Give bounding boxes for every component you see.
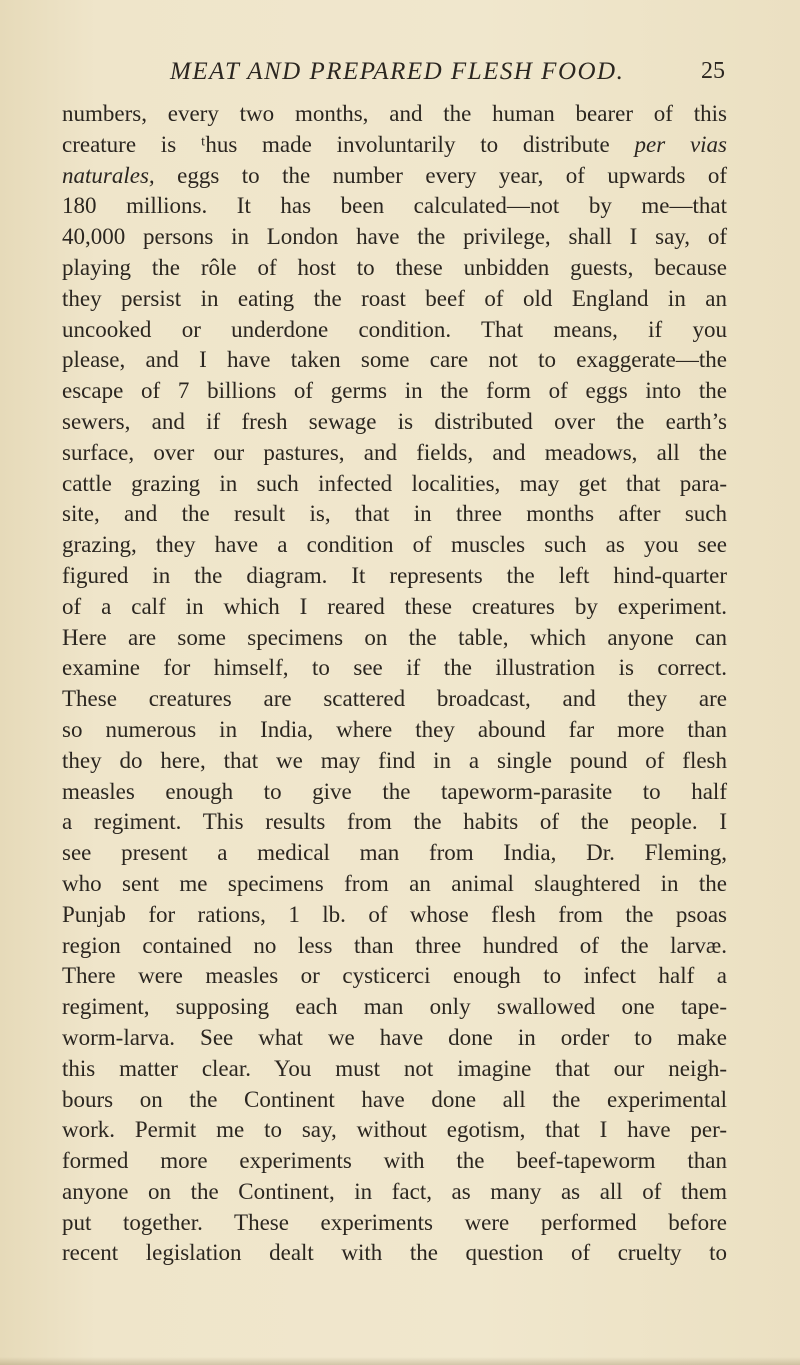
text-segment: creature is [62,131,201,157]
text-line: There were measles or cysticerci enough to infect half a [62,963,727,989]
text-line: measles enough to give the tapeworm-parasite to half [62,778,727,804]
text-line: Here are some specimens on the table, which anyone can [62,624,727,650]
text-line: they persist in eating the roast beef of old England in an [62,285,727,311]
text-line: this matter clear. You must not imagine that our neigh- [62,1055,727,1081]
text-line: they do here, that we may find in a single pound of flesh [62,747,727,773]
text-line: grazing, they have a condition of muscles such as you see [62,532,727,558]
running-head: MEAT AND PREPARED FLESH FOOD. [170,58,625,85]
page-bottom-edge [0,1357,800,1365]
text-line: regiment, supposing each man only swallowed one tape- [62,994,727,1020]
text-line: work. Permit me to say, without egotism, that I have per- [62,1117,727,1143]
text-line: Punjab for rations, 1 lb. of whose flesh from the psoas [62,901,727,927]
text-line: put together. These experiments were performed before [62,1209,727,1235]
page-number: 25 [701,58,725,84]
text-line: escape of 7 billions of germs in the form of eggs into the [62,378,727,404]
text-segment: eggs to the number every year, of upwards of [154,162,727,188]
text-segment: ᵗhus [200,131,238,157]
text-line [62,130,727,161]
text-line: worm-larva. See what we have done in order to make [62,1024,727,1050]
text-line: 180 millions. It has been calculated—not by me—that [62,193,727,219]
text-line: recent legislation dealt with the question of cruelty to [62,1240,727,1266]
text-line: numbers, every two months, and the human bearer of this [62,101,727,126]
text-line: surface, over our pastures, and fields, and meadows, all the [62,439,727,465]
text-line: region contained no less than three hundred of the larvæ. [62,932,727,958]
text-line: 40,000 persons in London have the privilege, shall I say, of [62,224,727,250]
text-line [62,161,727,192]
text-line: cattle grazing in such infected localities, may get that para- [62,470,727,496]
text-line: These creatures are scattered broadcast, and they are [62,686,727,712]
page-header [170,58,725,88]
text-line: figured in the diagram. It represents the left hind-quarter [62,562,727,588]
text-line: formed more experiments with the beef-tapeworm than [62,1148,727,1174]
text-line: examine for himself, to see if the illustration is correct. [62,655,727,681]
text-line: so numerous in India, where they abound far more than [62,716,727,742]
text-line: site, and the result is, that in three months after such [62,501,727,527]
text-line: sewers, and if fresh sewage is distributed over the earth’s [62,408,727,434]
text-line: anyone on the Continent, in fact, as many as all of them [62,1178,727,1204]
text-line: please, and I have taken some care not to exaggerate—the [62,347,727,373]
text-line: see present a medical man from India, Dr. Fleming, [62,840,727,866]
text-line: of a calf in which I reared these creatures by experiment. [62,593,727,619]
text-line: bours on the Continent have done all the experimental [62,1086,727,1112]
italic-phrase: naturales, [62,162,155,188]
text-segment: made involuntarily to distribute [237,131,635,157]
text-line: a regiment. This results from the habits of the people. I [62,809,727,835]
body-text [62,99,727,1269]
text-line: uncooked or underdone condition. That means, if you [62,316,727,342]
text-line: playing the rôle of host to these unbidden guests, because [62,254,727,280]
italic-phrase: per vias [634,131,727,157]
text-line: who sent me specimens from an animal slaughtered in the [62,870,727,896]
